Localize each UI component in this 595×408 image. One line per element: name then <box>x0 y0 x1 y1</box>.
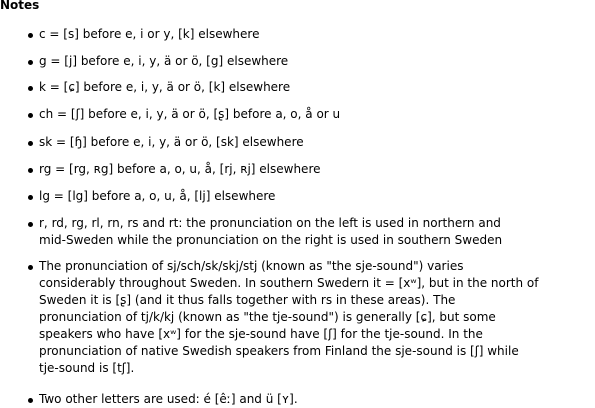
note-item <box>28 188 588 205</box>
note-item <box>28 134 588 151</box>
note-line: ch = [ʃ] before e, i, y, ä or ö, [ʂ] before a, o, å or u <box>39 107 341 121</box>
note-item <box>28 26 588 43</box>
note-line: rg = [rg, ʀg] before a, o, u, å, [rj, ʀj] elsewhere <box>39 162 321 176</box>
note-line: pronunciation of tj/k/kj (known as "the tje-sound") is generally [ɕ], but some <box>39 310 496 324</box>
note-line: mid-Sweden while the pronunciation on the right is used in southern Sweden <box>39 233 503 247</box>
note-line: speakers who have [xʷ] for the sje-sound have [ʃ] for the tje-sound. In the <box>39 327 483 341</box>
note-item <box>28 215 588 249</box>
notes-heading: Notes <box>0 0 40 12</box>
note-line: c = [s] before e, i or y, [k] elsewhere <box>39 27 260 41</box>
bullet-icon <box>28 398 33 403</box>
bullet-icon <box>28 113 33 118</box>
note-line: tje-sound is [tʃ]. <box>39 361 135 375</box>
note-item <box>28 79 588 96</box>
note-item <box>28 391 588 408</box>
note-line: Two other letters are used: é [êː] and ü [ʏ]. <box>39 392 298 406</box>
note-line: sk = [ɧ] before e, i, y, ä or ö, [sk] elsewhere <box>39 135 304 149</box>
bullet-icon <box>28 168 33 173</box>
note-line: r, rd, rg, rl, rn, rs and rt: the pronunciation on the left is used in northern and <box>39 216 501 230</box>
bullet-icon <box>28 141 33 146</box>
note-item <box>28 161 588 178</box>
note-line: lg = [lg] before a, o, u, å, [lj] elsewhere <box>39 189 276 203</box>
bullet-icon <box>28 265 33 270</box>
note-line: The pronunciation of sj/sch/sk/skj/stj (known as "the sje-sound") varies <box>39 259 464 273</box>
note-item <box>28 53 588 70</box>
note-item <box>28 106 588 123</box>
bullet-icon <box>28 86 33 91</box>
bullet-icon <box>28 60 33 65</box>
note-line: k = [ɕ] before e, i, y, ä or ö, [k] elsewhere <box>39 80 291 94</box>
note-line: g = [j] before e, i, y, ä or ö, [g] elsewhere <box>39 54 289 68</box>
bullet-icon <box>28 222 33 227</box>
note-line: Sweden it is [ʂ] (and it thus falls together with rs in these areas). The <box>39 293 456 307</box>
bullet-icon <box>28 33 33 38</box>
note-line: considerably throughout Sweden. In southern Swedern it = [xʷ], but in the north of <box>39 276 539 290</box>
note-item <box>28 258 588 377</box>
note-line: pronunciation of native Swedish speakers from Finland the sje-sound is [ʃ] while <box>39 344 519 358</box>
bullet-icon <box>28 195 33 200</box>
